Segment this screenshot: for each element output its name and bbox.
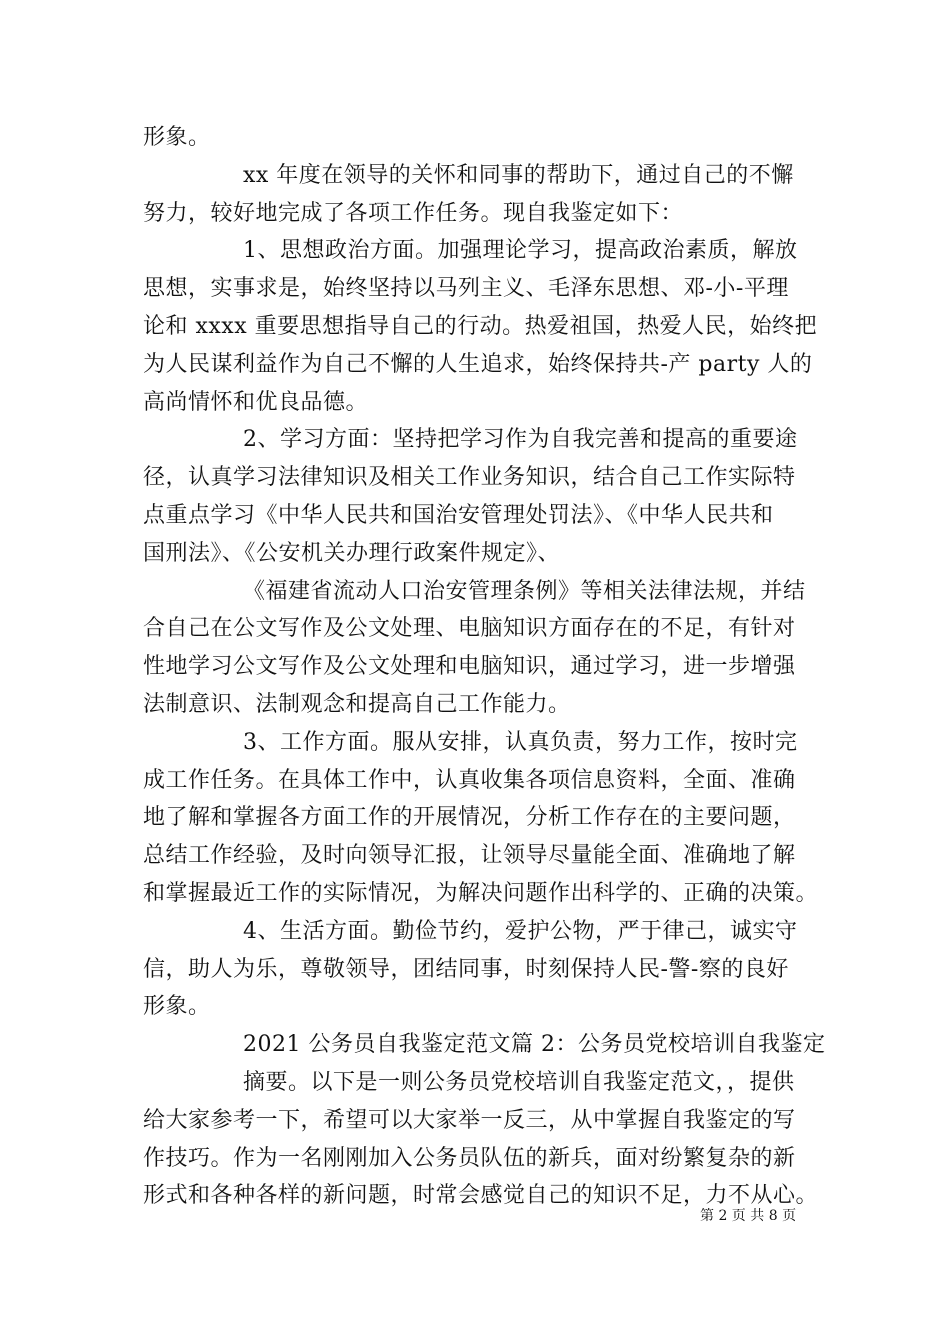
text-line: 国刑法》、《公安机关办理行政案件规定》、 [143,541,561,566]
text-line: 形式和各种各样的新问题，时常会感觉自己的知识不足，力不从心。 [143,1183,819,1208]
text-line: 1、思想政治方面。加强理论学习，提高政治素质，解放 [243,238,798,263]
text-line: 给大家参考一下，希望可以大家举一反三，从中掌握自我鉴定的写 [143,1108,796,1133]
text-line: 径，认真学习法律知识及相关工作业务知识，结合自己工作实际特 [143,465,796,490]
text-line: 作技巧。作为一名刚刚加入公务员队伍的新兵，面对纷繁复杂的新 [143,1146,796,1171]
page-number: 第 2 页 共 8 页 [700,1208,797,1224]
text-line: 地了解和掌握各方面工作的开展情况，分析工作存在的主要问题， [143,805,796,830]
text-line: 性地学习公文写作及公文处理和电脑知识，通过学习，进一步增强 [143,654,796,679]
text-line: 合自己在公文写作及公文处理、电脑知识方面存在的不足，有针对 [143,616,796,641]
text-line: 论和 xxxx 重要思想指导自己的行动。热爱祖国，热爱人民，始终把 [143,314,818,339]
text-line: 努力，较好地完成了各项工作任务。现自我鉴定如下： [143,201,684,226]
text-line: 形象。 [143,994,211,1019]
text-line: 4、生活方面。勤俭节约，爱护公物，严于律己，诚实守 [243,919,798,944]
text-line: 《福建省流动人口治安管理条例》等相关法律法规，并结 [243,579,806,604]
text-line: 总结工作经验，及时向领导汇报，让领导尽量能全面、准确地了解 [143,843,796,868]
text-line: 高尚情怀和优良品德。 [143,390,369,415]
section-heading: 2021 公务员自我鉴定范文篇 2：公务员党校培训自我鉴定 [243,1032,826,1057]
text-line: 3、工作方面。服从安排，认真负责，努力工作，按时完 [243,730,798,755]
text-line: 2、学习方面：坚持把学习作为自我完善和提高的重要途 [243,427,798,452]
text-line: 为人民谋利益作为自己不懈的人生追求，始终保持共-产 party 人的 [143,352,813,377]
text-line: 成工作任务。在具体工作中，认真收集各项信息资料，全面、准确 [143,768,796,793]
text-line: 点重点学习《中华人民共和国治安管理处罚法》、《中华人民共和 [143,503,774,528]
text-line: 和掌握最近工作的实际情况，为解决问题作出科学的、正确的决策。 [143,881,819,906]
text-line: 摘要。以下是一则公务员党校培训自我鉴定范文，，提供 [243,1070,795,1095]
text-line: 形象。 [143,125,211,150]
text-line: 思想，实事求是，始终坚持以马列主义、毛泽东思想、邓-小-平理 [143,276,789,301]
text-line: 法制意识、法制观念和提高自己工作能力。 [143,692,571,717]
text-line: 信，助人为乐，尊敬领导，团结同事，时刻保持人民-警-察的良好 [143,957,789,982]
text-line: xx 年度在领导的关怀和同事的帮助下，通过自己的不懈 [243,163,794,188]
